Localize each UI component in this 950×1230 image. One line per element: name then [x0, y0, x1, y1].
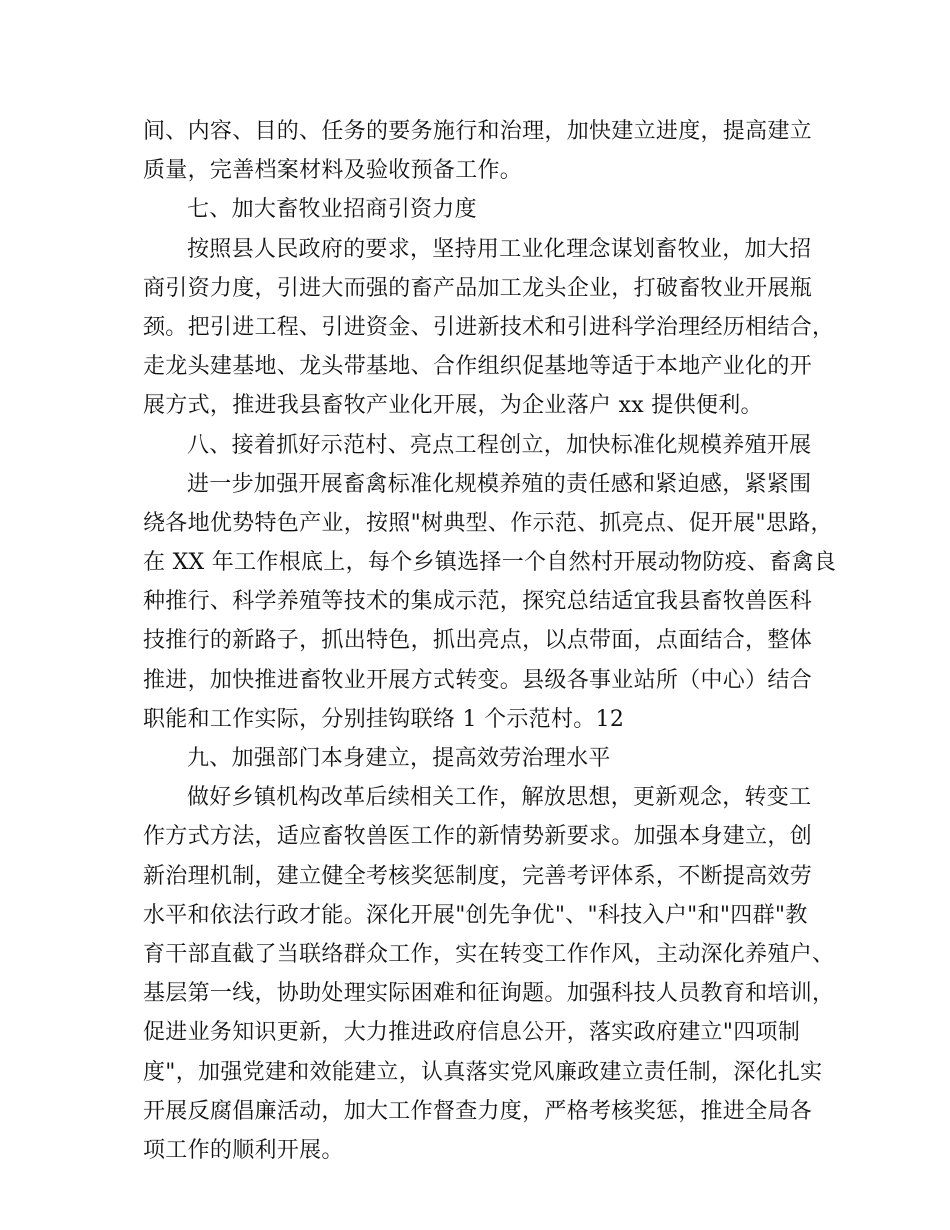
text-line: 新治理机制，建立健全考核奖惩制度，完善考评体系，不断提高效劳	[143, 863, 813, 889]
paragraph-start: 做好乡镇机构改革后续相关工作，解放思想，更新观念，转变工	[187, 785, 812, 811]
text-line: 水平和依法行政才能。深化开展"创先争优"、"科技入户"和"四群"教	[143, 902, 808, 928]
text-line: 颈。把引进工程、引进资金、引进新技术和引进科学治理经历相结合，	[143, 314, 835, 340]
text-line: 开展反腐倡廉活动，加大工作督查力度，严格考核奖惩，推进全局各	[143, 1098, 813, 1124]
text-line: 绕各地优势特色产业，按照"树典型、作示范、抓亮点、促开展"思路，	[143, 510, 833, 536]
text-line: 育干部直截了当联络群众工作，实在转变工作作风，主动深化养殖户、	[143, 941, 835, 967]
text-line: 推进，加快推进畜牧业开展方式转变。县级各事业站所（中心）结合	[143, 667, 813, 693]
text-line: 度"，加强党建和效能建立，认真落实党风廉政建立责任制，深化扎实	[143, 1059, 823, 1085]
text-line: 职能和工作实际，分别挂钩联络 1 个示范村。12	[143, 706, 625, 732]
paragraph-start: 进一步加强开展畜禽标准化规模养殖的责任感和紧迫感，紧紧围	[187, 471, 812, 497]
text-line: 在 XX 年工作根底上，每个乡镇选择一个自然村开展动物防疫、畜禽良	[143, 550, 837, 576]
text-line: 质量，完善档案材料及验收预备工作。	[143, 158, 523, 184]
text-line: 技推行的新路子，抓出特色，抓出亮点，以点带面，点面结合，整体	[143, 628, 813, 654]
text-line: 项工作的顺利开展。	[143, 1137, 344, 1163]
text-line: 间、内容、目的、任务的要务施行和治理，加快建立进度，提高建立	[143, 119, 813, 144]
section-heading: 八、接着抓好示范村、亮点工程创立，加快标准化规模养殖开展	[187, 432, 812, 458]
text-line: 商引资力度，引进大而强的畜产品加工龙头企业，打破畜牧业开展瓶	[143, 275, 813, 301]
text-line: 作方式方法，适应畜牧兽医工作的新情势新要求。加强本身建立，创	[143, 824, 813, 850]
text-line: 基层第一线，协助处理实际困难和征询题。加强科技人员教育和培训，	[143, 981, 835, 1007]
text-line: 促进业务知识更新，大力推进政府信息公开，落实政府建立"四项制	[143, 1020, 801, 1046]
text-line: 展方式，推进我县畜牧产业化开展，为企业落户 xx 提供便利。	[143, 393, 763, 419]
section-heading: 七、加大畜牧业招商引资力度	[187, 197, 477, 223]
text-line: 走龙头建基地、龙头带基地、合作组织促基地等适于本地产业化的开	[143, 354, 813, 380]
section-heading: 九、加强部门本身建立，提高效劳治理水平	[187, 746, 611, 771]
body-text	[143, 112, 837, 1170]
text-line: 种推行、科学养殖等技术的集成示范，探究总结适宜我县畜牧兽医科	[143, 589, 813, 615]
paragraph-start: 按照县人民政府的要求，坚持用工业化理念谋划畜牧业，加大招	[187, 236, 812, 262]
